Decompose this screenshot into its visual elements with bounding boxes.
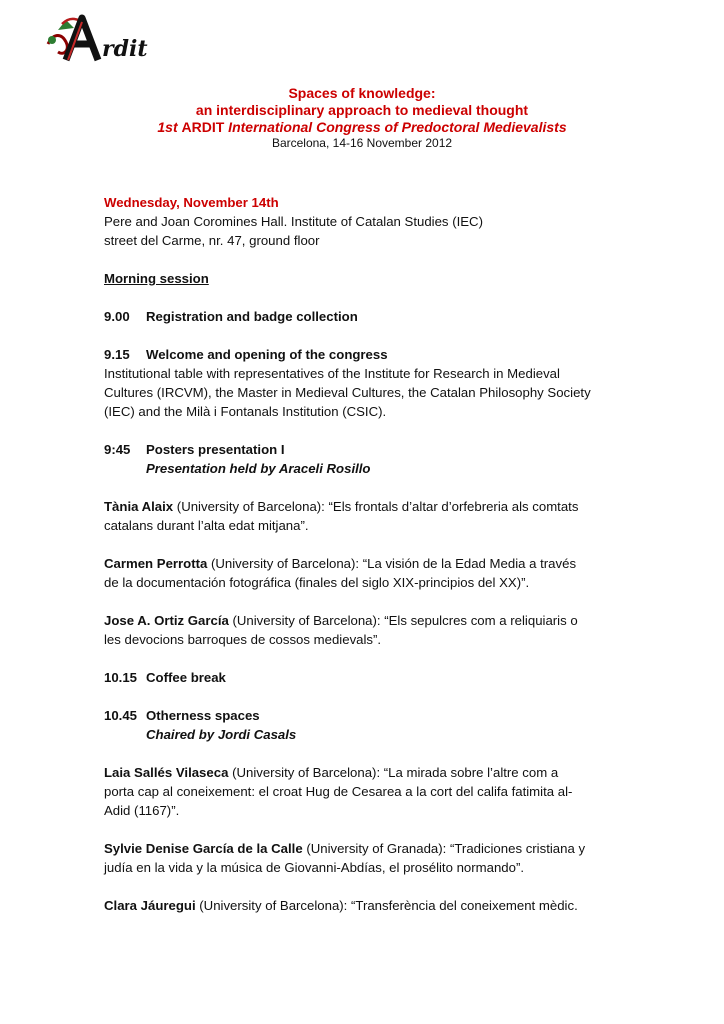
speaker-name: Jose A. Ortiz García (104, 613, 229, 628)
agenda-time: 9:45 (104, 442, 131, 457)
speaker-name: Carmen Perrotta (104, 556, 208, 571)
talk-text-cont: catalans durant l’alta edat mitjana”. (104, 518, 309, 533)
talk-ortiz (104, 611, 624, 630)
talk-text-cont: les devocions barroques de cossos medievals”. (104, 632, 382, 647)
congress-title: Spaces of knowledge: (288, 85, 436, 101)
talk-salles (104, 763, 624, 782)
agenda-item-posters (104, 440, 624, 459)
welcome-desc-3: (IEC) and the Milà i Fontanals Institution (CSIC). (104, 404, 387, 419)
talk-text-cont: de la documentación fotográfica (finales del siglo XIX-principios del XX)”. (104, 575, 530, 590)
talk-text: (University of Barcelona): “La visión de la Edad Media a través (207, 556, 577, 571)
agenda-item-coffee (104, 668, 624, 687)
session-heading: Morning session (104, 271, 209, 286)
agenda-title: Coffee break (146, 670, 226, 685)
svg-text:rdit: rdit (102, 36, 148, 62)
congress-place-date: Barcelona, 14-16 November 2012 (271, 136, 453, 150)
speaker-name: Laia Sallés Vilaseca (104, 765, 229, 780)
talk-jauregui (104, 896, 624, 915)
agenda-item-otherness (104, 706, 624, 725)
talk-text: (University of Barcelona): “La mirada sobre l’altre com a (228, 765, 559, 780)
welcome-desc-2: Cultures (IRCVM), the Master in Medieval Cultures, the Catalan Philosophy Society (104, 385, 591, 400)
congress-name: 1st ARDIT International Congress of Predoctoral Medievalists (157, 119, 567, 135)
welcome-desc-1: Institutional table with representatives of the Institute for Research in Medieval (104, 366, 560, 381)
talk-text-cont: porta cap al coneixement: el croat Hug de Cesarea a la cort del califa fatimita al- (104, 784, 573, 799)
talk-text: (University of Granada): “Tradiciones cristiana y (302, 841, 586, 856)
talk-garcia (104, 839, 624, 858)
venue-line-2: street del Carme, nr. 47, ground floor (104, 233, 320, 248)
agenda-title: Posters presentation I (146, 442, 285, 457)
agenda-item-registration (104, 307, 624, 326)
agenda-chair: Presentation held by Araceli Rosillo (146, 461, 371, 476)
speaker-name: Tània Alaix (104, 499, 174, 514)
programme (104, 193, 624, 915)
talk-text: (University of Barcelona): “Els sepulcres com a reliquiaris o (228, 613, 578, 628)
document-header (0, 85, 724, 150)
congress-subtitle: an interdisciplinary approach to medieval thought (195, 102, 529, 118)
ardit-logo (44, 12, 164, 64)
talk-alaix (104, 497, 624, 516)
venue-line-1: Pere and Joan Coromines Hall. Institute of Catalan Studies (IEC) (104, 214, 483, 229)
agenda-title: Registration and badge collection (146, 309, 358, 324)
agenda-item-welcome (104, 345, 624, 364)
speaker-name: Clara Jáuregui (104, 898, 196, 913)
agenda-time: 9.00 (104, 309, 130, 324)
agenda-title: Welcome and opening of the congress (146, 347, 388, 362)
agenda-chair: Chaired by Jordi Casals (146, 727, 297, 742)
talk-text: (University of Barcelona): “Els frontals d’altar d’orfebreria als comtats (173, 499, 579, 514)
agenda-time: 10.15 (104, 670, 138, 685)
day-title: Wednesday, November 14th (104, 195, 279, 210)
talk-perrotta (104, 554, 624, 573)
talk-text-cont: Adid (1167)”. (104, 803, 180, 818)
speaker-name: Sylvie Denise García de la Calle (104, 841, 303, 856)
talk-text: (University of Barcelona): “Transferència del coneixement mèdic. (195, 898, 578, 913)
agenda-time: 9.15 (104, 347, 130, 362)
agenda-title: Otherness spaces (146, 708, 260, 723)
talk-text-cont: judía en la vida y la música de Giovanni-Abdías, el prosélito normando”. (104, 860, 525, 875)
agenda-time: 10.45 (104, 708, 138, 723)
